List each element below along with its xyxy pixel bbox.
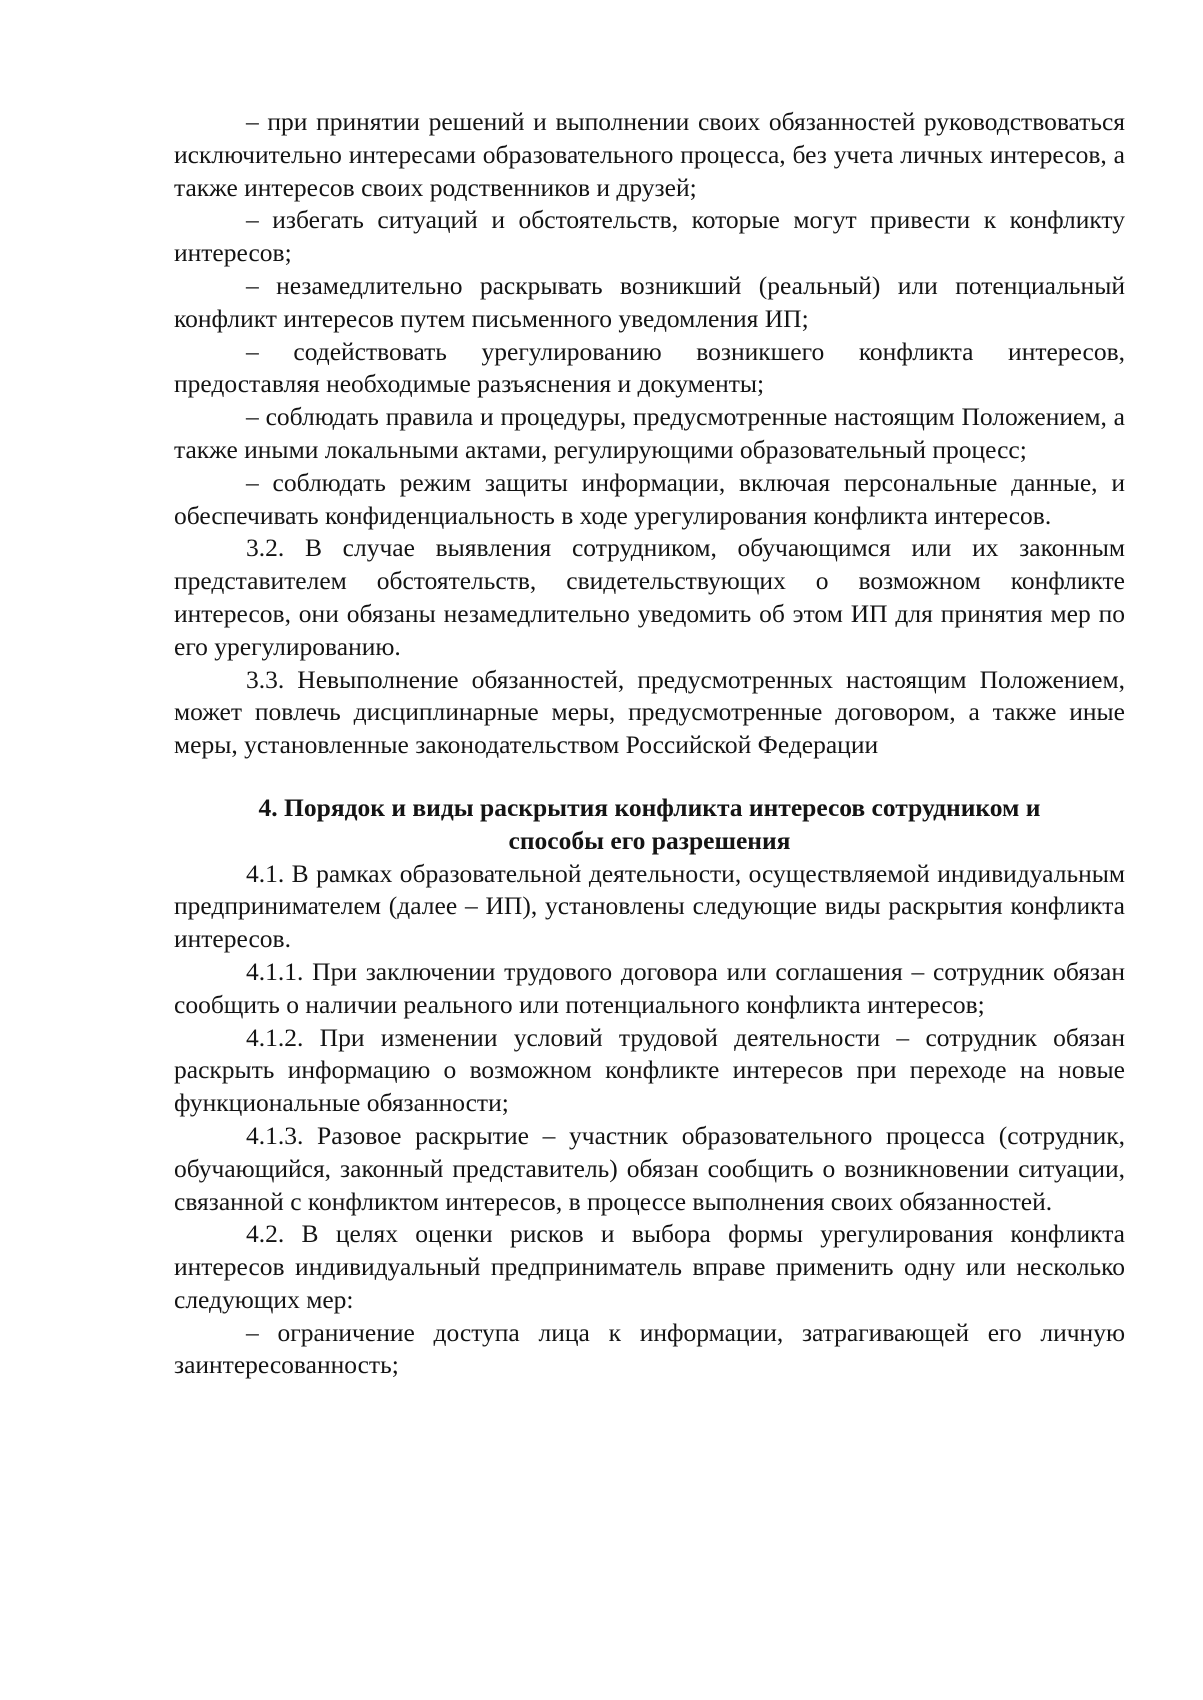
paragraph-clause-4-1-2: 4.1.2. При изменении условий трудовой деятельности – сотрудник обязан раскрыть информацию о возможном конфликте интересов при переходе на новые функциональные обязанности; bbox=[174, 1022, 1125, 1118]
paragraph-bullet: – избегать ситуаций и обстоятельств, которые могут привести к конфликту интересов; bbox=[174, 205, 1125, 268]
paragraph-bullet: – соблюдать режим защиты информации, включая персональные данные, и обеспечивать конфиденциальность в ходе урегулирования конфликта интересов. bbox=[174, 467, 1125, 530]
paragraph-clause-3-3: 3.3. Невыполнение обязанностей, предусмотренных настоящим Положением, может повлечь дисциплинарные меры, предусмотренные договором, а также иные меры, установленные законодательством Российской Федерации bbox=[174, 664, 1125, 760]
paragraph-bullet: – соблюдать правила и процедуры, предусмотренные настоящим Положением, а также иными локальными актами, регулирующими образовательный процесс; bbox=[174, 402, 1125, 464]
paragraph-bullet: – ограничение доступа лица к информации, затрагивающей его личную заинтересованность; bbox=[174, 1317, 1125, 1380]
paragraph-bullet: – незамедлительно раскрывать возникший (реальный) или потенциальный конфликт интересов путем письменного уведомления ИП; bbox=[174, 270, 1125, 333]
paragraph-clause-4-1: 4.1. В рамках образовательной деятельности, осуществляемой индивидуальным предпринимателем (далее – ИП), установлены следующие виды раскрытия конфликта интересов. bbox=[174, 858, 1125, 954]
paragraph-clause-3-2: 3.2. В случае выявления сотрудником, обучающимся или их законным представителем обстоятельств, свидетельствующих о возможном конфликте интересов, они обязаны незамедлительно уведомить об этом ИП для принятия мер по его урегулированию. bbox=[174, 533, 1125, 661]
paragraph-bullet: – при принятии решений и выполнении своих обязанностей руководствоваться исключительно интересами образовательного процесса, без учета личных интересов, а также интересов своих родственников и друзей; bbox=[174, 107, 1125, 202]
section-heading-line-2: способы его разрешения bbox=[508, 825, 791, 855]
section-heading bbox=[174, 792, 1125, 858]
section-heading-line-1: 4. Порядок и виды раскрытия конфликта интересов сотрудником и bbox=[258, 792, 1041, 822]
paragraph-bullet: – содействовать урегулированию возникшего конфликта интересов, предоставляя необходимые разъяснения и документы; bbox=[174, 336, 1125, 399]
paragraph-clause-4-2: 4.2. В целях оценки рисков и выбора формы урегулирования конфликта интересов индивидуальный предприниматель вправе применить одну или несколько следующих мер: bbox=[174, 1219, 1125, 1314]
paragraph-clause-4-1-1: 4.1.1. При заключении трудового договора или соглашения – сотрудник обязан сообщить о наличии реального или потенциального конфликта интересов; bbox=[174, 956, 1125, 1019]
document-page bbox=[174, 106, 1125, 1382]
paragraph-clause-4-1-3: 4.1.3. Разовое раскрытие – участник образовательного процесса (сотрудник, обучающийся, законный представитель) обязан сообщить о возникновении ситуации, связанной с конфликтом интересов, в процессе выполнения своих обязанностей. bbox=[174, 1120, 1125, 1216]
